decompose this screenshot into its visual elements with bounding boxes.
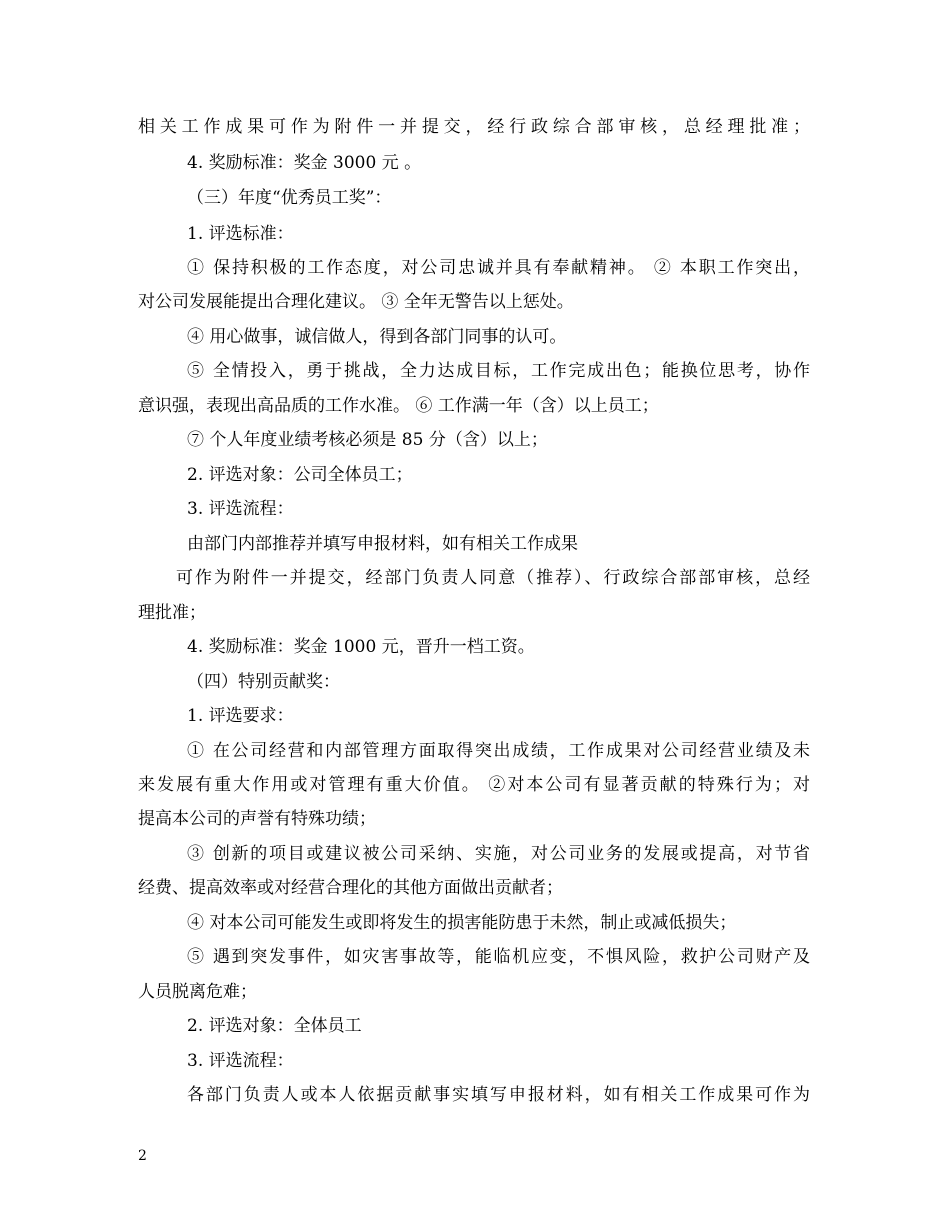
subheading: 3. 评选流程： xyxy=(187,1051,294,1071)
text-line: ④ 用心做事，诚信做人，得到各部门同事的认可。 xyxy=(187,327,567,347)
text-line: ① 在公司经营和内部管理方面取得突出成绩，工作成果对公司经营业绩及未 xyxy=(187,741,810,761)
subheading: 1. 评选标准： xyxy=(187,224,294,244)
text-line: ⑤ 遇到突发事件，如灾害事故等，能临机应变，不惧风险，救护公司财产及 xyxy=(187,947,810,967)
text-line: 意识强，表现出高品质的工作水准。 ⑥ 工作满一年（含）以上员工； xyxy=(138,396,659,416)
text-line: 4. 奖励标准：奖金 3000 元 。 xyxy=(187,153,422,173)
text-line: 理批准； xyxy=(138,603,206,623)
text-line: 来发展有重大作用或对管理有重大价值。 ②对本公司有显著贡献的特殊行为；对 xyxy=(138,775,810,795)
text-line: 提高本公司的声誉有特殊功绩； xyxy=(138,809,376,829)
text-line: 对公司发展能提出合理化建议。 ③ 全年无警告以上惩处。 xyxy=(138,292,574,312)
text-line: ⑤ 全情投入，勇于挑战，全力达成目标，工作完成出色；能换位思考，协作 xyxy=(187,361,810,381)
text-line: ③ 创新的项目或建议被公司采纳、实施，对公司业务的发展或提高，对节省 xyxy=(187,844,810,864)
text-line: 4. 奖励标准：奖金 1000 元，晋升一档工资。 xyxy=(187,637,535,657)
section-heading: （三）年度“优秀员工奖”： xyxy=(187,188,392,208)
text-line: ① 保持积极的工作态度，对公司忠诚并具有奉献精神。 ② 本职工作突出， xyxy=(187,258,810,278)
text-line: ⑦ 个人年度业绩考核必须是 85 分（含）以上； xyxy=(187,430,548,450)
text-line: ④ 对本公司可能发生或即将发生的损害能防患于未然，制止或减低损失； xyxy=(187,913,737,933)
text-line: 由部门内部推荐并填写申报材料，如有相关工作成果 xyxy=(187,534,578,554)
text-line: 可作为附件一并提交，经部门负责人同意（推荐）、行政综合部部审核，总经 xyxy=(176,568,810,588)
section-heading: （四）特别贡献奖： xyxy=(187,672,340,692)
text-line: 人员脱离危难； xyxy=(138,982,257,1002)
text-line: 相关工作成果可作为附件一并提交，经行政综合部审核，总经理批准； xyxy=(138,117,810,137)
text-line: 2. 评选对象：公司全体员工； xyxy=(187,465,413,485)
text-line: 经费、提高效率或对经营合理化的其他方面做出贡献者； xyxy=(138,878,563,898)
text-line: 各部门负责人或本人依据贡献事实填写申报材料，如有相关工作成果可作为 xyxy=(187,1085,810,1105)
page-number: 2 xyxy=(138,1148,147,1164)
subheading: 3. 评选流程： xyxy=(187,499,294,519)
text-line: 2. 评选对象：全体员工 xyxy=(187,1016,362,1036)
subheading: 1. 评选要求： xyxy=(187,706,294,726)
